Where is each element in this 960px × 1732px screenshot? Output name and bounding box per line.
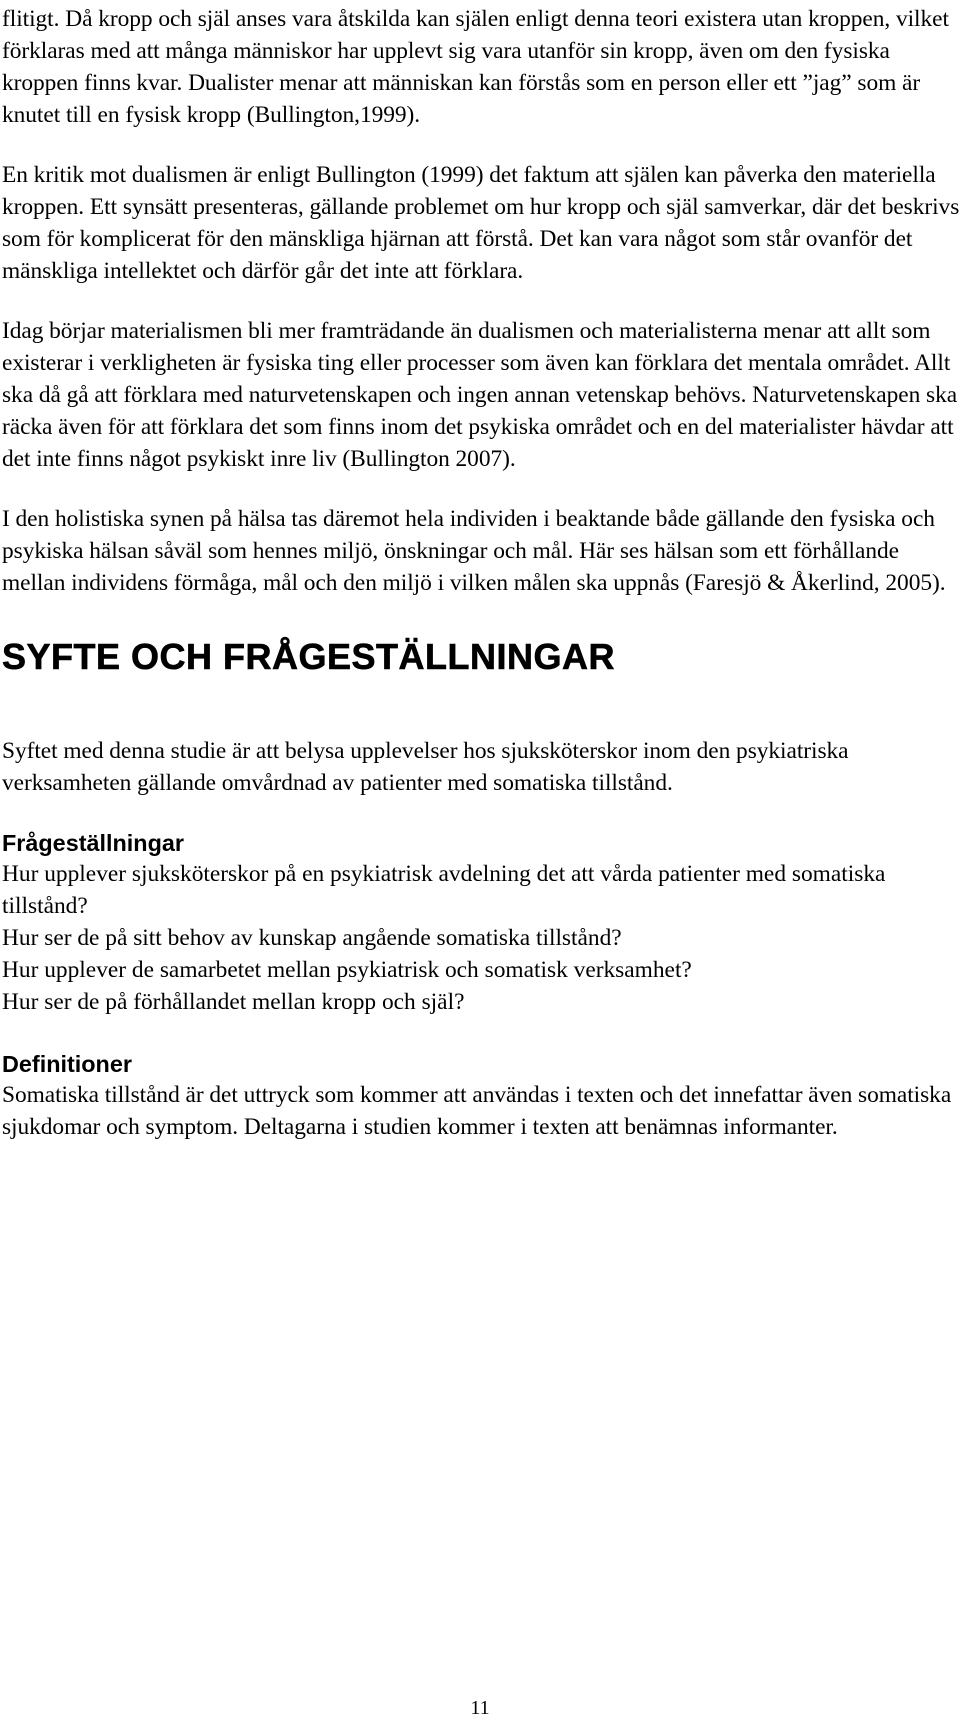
section-heading-aim-questions: SYFTE OCH FRÅGESTÄLLNINGAR (2, 636, 615, 677)
paragraph-dualism-critique: En kritik mot dualismen är enligt Bullington (1999) det faktum att själen kan påverka den materiella kroppen. Ett synsätt presenteras, gällande problemet om hur kropp och själ samverkar, där det beskrivs som för komplicerat för den mänskliga hjärnan att förstå. Det kan vara något som står ovanför det mänskliga intellektet och därför går det inte att förklara. (2, 162, 960, 284)
paragraph-dualism-intro: flitigt. Då kropp och själ anses vara åtskilda kan själen enligt denna teori existera utan kroppen, vilket förklaras med att många människor har upplevt sig vara utanför sin kropp, även om den fysiska kroppen finns kvar. Dualister menar att människan kan förstås som en person eller ett ”jag” som är knutet till en fysisk kropp (Bullington,1999). (2, 6, 949, 128)
page-number: 11 (470, 1697, 490, 1719)
paragraph-materialism: Idag börjar materialismen bli mer framträdande än dualismen och materialisterna menar att allt som existerar i verkligheten är fysiska ting eller processer som även kan förklara det mentala området. Allt ska då gå att förklara med naturvetenskapen och ingen annan vetenskap behövs. Naturvetenskapen ska räcka även för att förklara det som finns inom det psykiska området och en del materialister hävdar att det inte finns något psykiskt inre liv (Bullington 2007). (2, 318, 958, 472)
subheading-research-questions: Frågeställningar (2, 830, 184, 856)
paragraph-holistic-view: I den holistiska synen på hälsa tas däremot hela individen i beaktande både gällande den fysiska och psykiska hälsan såväl som hennes miljö, önskningar och mål. Här ses hälsan som ett förhållande mellan individens förmåga, mål och den miljö i vilken målen ska uppnås (Faresjö & Åkerlind, 2005). (2, 506, 946, 596)
paragraph-definitions: Somatiska tillstånd är det uttryck som kommer att användas i texten och det innefattar även somatiska sjukdomar och symptom. Deltagarna i studien kommer i texten att benämnas informanter. (2, 1082, 952, 1140)
research-question: Hur upplever de samarbetet mellan psykiatrisk och somatisk verksamhet? (2, 957, 692, 983)
research-question: Hur ser de på förhållandet mellan kropp och själ? (2, 989, 465, 1015)
research-questions-list (2, 858, 960, 1018)
research-question: Hur upplever sjuksköterskor på en psykiatrisk avdelning det att vårda patienter med somatiska tillstånd? (2, 861, 886, 919)
paragraph-aim: Syftet med denna studie är att belysa upplevelser hos sjuksköterskor inom den psykiatriska verksamheten gällande omvårdnad av patienter med somatiska tillstånd. (2, 738, 849, 796)
research-question: Hur ser de på sitt behov av kunskap angående somatiska tillstånd? (2, 925, 622, 951)
subheading-definitions: Definitioner (2, 1051, 132, 1077)
